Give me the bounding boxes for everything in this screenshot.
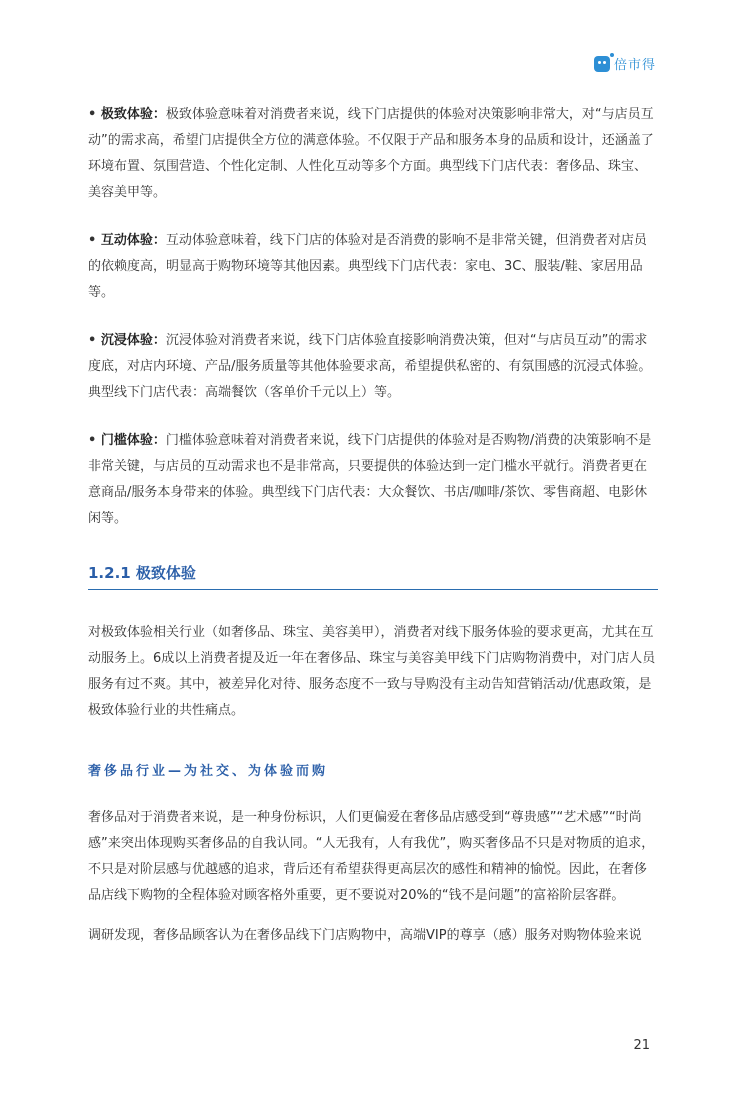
section-title: 1.2.1 极致体验 xyxy=(88,562,658,590)
bullet-text: 互动体验意味着，线下门店的体验对是否消费的影响不是非常关键，但消费者对店员的依赖度高，明显高于购物环境等其他因素。典型线下门店代表：家电、3C、服装/鞋、家居用品等。 xyxy=(88,233,647,300)
brand-logo xyxy=(594,54,656,73)
bullet-term: 门槛体验： xyxy=(100,433,166,448)
bullet-interactive-experience: • 互动体验：互动体验意味着，线下门店的体验对是否消费的影响不是非常关键，但消费者对店员的依赖度高，明显高于购物环境等其他因素。典型线下门店代表：家电、3C、服装/鞋、家居用品等。 xyxy=(88,233,647,300)
luxury-paragraph-2: 调研发现，奢侈品顾客认为在奢侈品线下门店购物中，高端VIP的尊享（感）服务对购物体验来说 xyxy=(88,928,642,943)
smiley-logo-icon xyxy=(594,56,610,72)
bullet-text: 门槛体验意味着对消费者来说，线下门店提供的体验对是否购物/消费的决策影响不是非常关键，与店员的互动需求也不是非常高，只要提供的体验达到一定门槛水平就行。消费者更在意商品/服务本身带来的体验。典型线下门店代表：大众餐饮、书店/咖啡/茶饮、零售商超、电影休闲等。 xyxy=(88,433,652,526)
section-intro: 对极致体验相关行业（如奢侈品、珠宝、美容美甲），消费者对线下服务体验的要求更高，尤其在互动服务上。6成以上消费者提及近一年在奢侈品、珠宝与美容美甲线下门店购物消费中，对门店人员服务有过不爽。其中，被差异化对待、服务态度不一致与导购没有主动告知营销活动/优惠政策，是极致体验行业的共性痛点。 xyxy=(88,625,656,718)
page-number: 21 xyxy=(633,1038,650,1053)
bullet-term: 互动体验： xyxy=(100,233,166,248)
bullet-immersive-experience: • 沉浸体验：沉浸体验对消费者来说，线下门店体验直接影响消费决策，但对“与店员互动”的需求度底，对店内环境、产品/服务质量等其他体验要求高，希望提供私密的、有氛围感的沉浸式体验。典型线下门店代表：高端餐饮（客单价千元以上）等。 xyxy=(88,333,652,400)
bullet-text: 沉浸体验对消费者来说，线下门店体验直接影响消费决策，但对“与店员互动”的需求度底，对店内环境、产品/服务质量等其他体验要求高，希望提供私密的、有氛围感的沉浸式体验。典型线下门店代表：高端餐饮（客单价千元以上）等。 xyxy=(88,333,652,400)
bullet-text: 极致体验意味着对消费者来说，线下门店提供的体验对决策影响非常大，对“与店员互动”的需求高，希望门店提供全方位的满意体验。不仅限于产品和服务本身的品质和设计，还涵盖了环境布置、氛围营造、个性化定制、人性化互动等多个方面。典型线下门店代表：奢侈品、珠宝、美容美甲等。 xyxy=(88,107,654,200)
subheading-luxury: 奢侈品行业—为社交、为体验而购 xyxy=(88,764,329,779)
bullet-term: 极致体验： xyxy=(100,107,166,122)
bullet-term: 沉浸体验： xyxy=(100,333,166,348)
bullet-threshold-experience: • 门槛体验：门槛体验意味着对消费者来说，线下门店提供的体验对是否购物/消费的决策影响不是非常关键，与店员的互动需求也不是非常高，只要提供的体验达到一定门槛水平就行。消费者更在意商品/服务本身带来的体验。典型线下门店代表：大众餐饮、书店/咖啡/茶饮、零售商超、电影休闲等。 xyxy=(88,433,652,526)
bullet-extreme-experience: • 极致体验：极致体验意味着对消费者来说，线下门店提供的体验对决策影响非常大，对“与店员互动”的需求高，希望门店提供全方位的满意体验。不仅限于产品和服务本身的品质和设计，还涵盖了环境布置、氛围营造、个性化定制、人性化互动等多个方面。典型线下门店代表：奢侈品、珠宝、美容美甲等。 xyxy=(88,107,654,200)
page-content xyxy=(88,102,658,949)
luxury-paragraph-1: 奢侈品对于消费者来说，是一种身份标识，人们更偏爱在奢侈品店感受到“尊贵感”“艺术感”“时尚感”来突出体现购买奢侈品的自我认同。“人无我有，人有我优”，购买奢侈品不只是对物质的追求，不只是对阶层感与优越感的追求，背后还有希望获得更高层次的感性和精神的愉悦。因此，在奢侈品店线下购物的全程体验对顾客格外重要，更不要说对20%的“钱不是问题”的富裕阶层客群。 xyxy=(88,810,655,903)
logo-text: 倍市得 xyxy=(613,58,656,73)
